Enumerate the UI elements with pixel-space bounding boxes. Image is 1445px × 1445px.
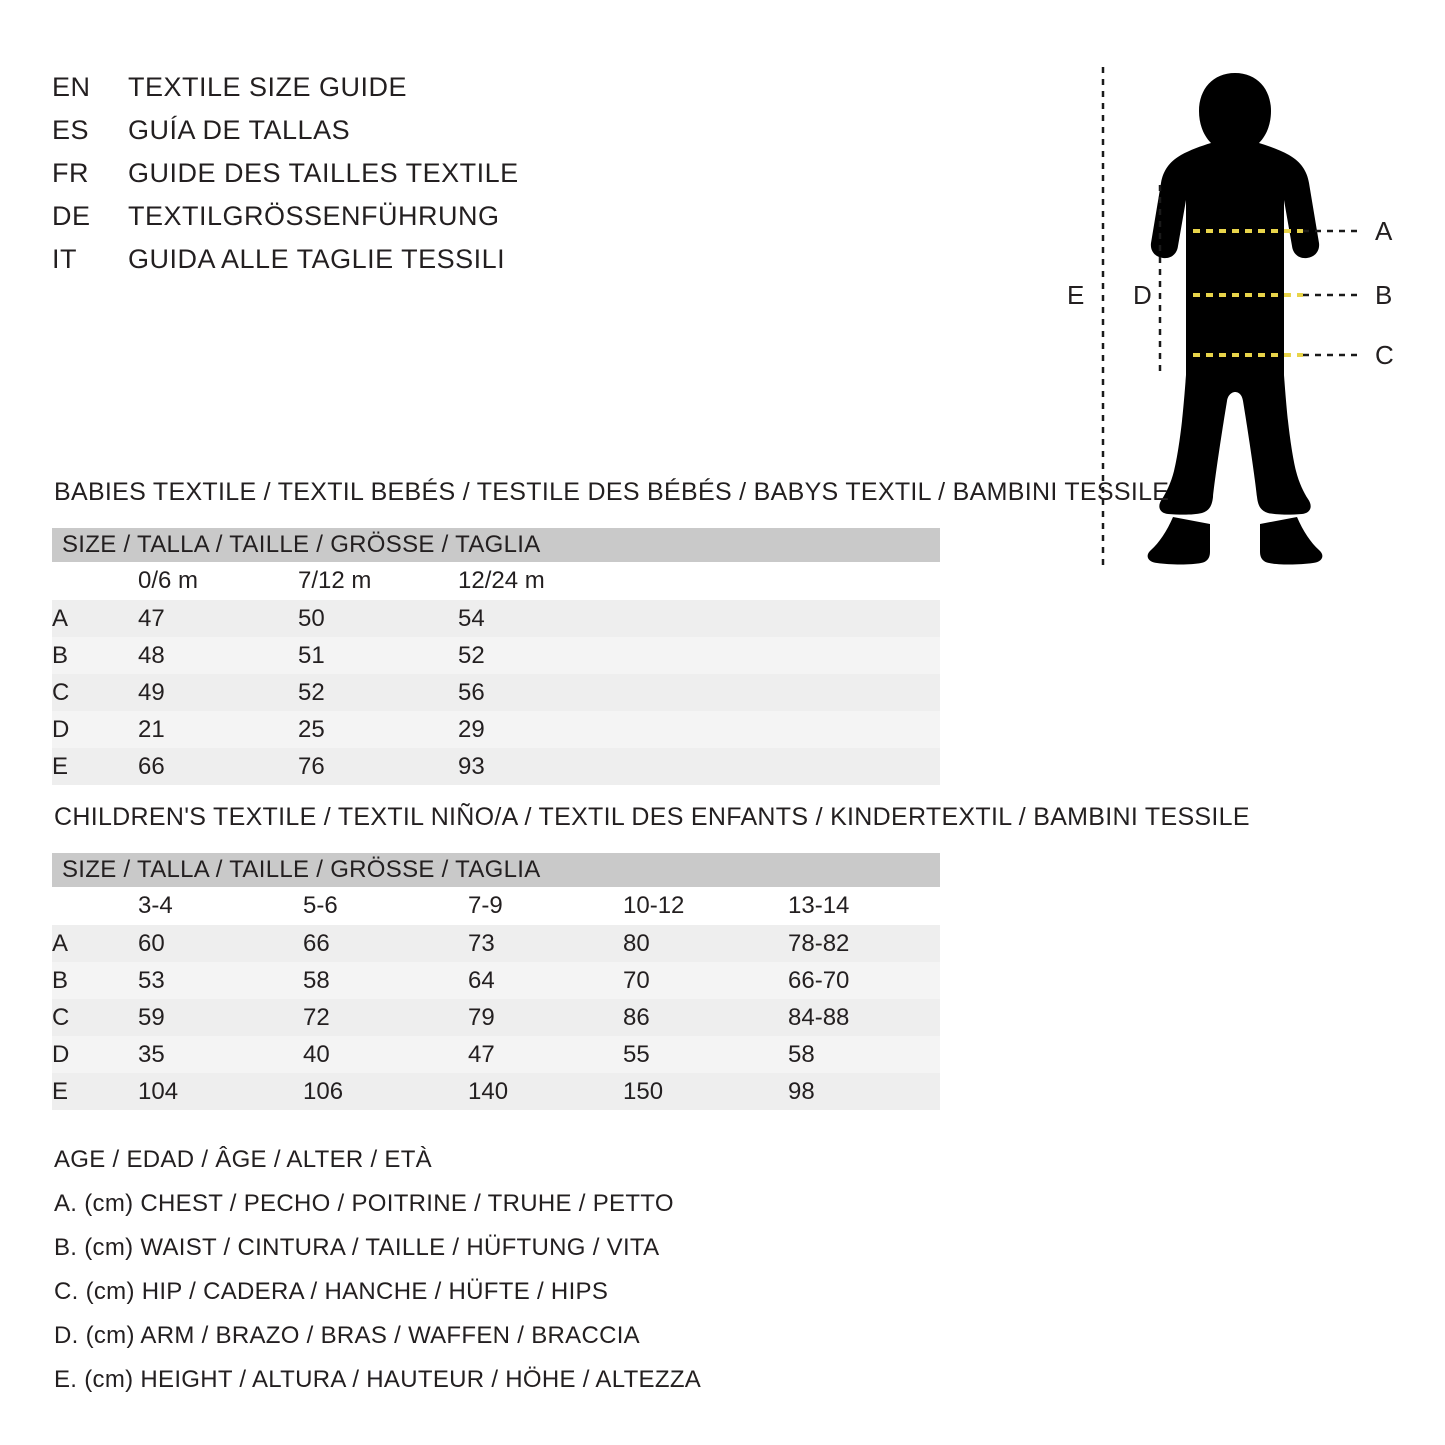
children-cell-e-2: 140 — [468, 1073, 623, 1110]
children-cell-e-0: 104 — [138, 1073, 303, 1110]
legend-line-hip: C. (cm) HIP / CADERA / HANCHE / HÜFTE / HIPS — [54, 1278, 609, 1305]
children-cell-d-2: 47 — [468, 1036, 623, 1073]
babies-column-header-row — [52, 562, 940, 600]
babies-size-table — [52, 528, 940, 785]
language-code-it: IT — [52, 244, 77, 274]
table-row — [52, 674, 940, 711]
children-size-table — [52, 853, 940, 1110]
measurement-legend — [54, 1138, 854, 1402]
children-col-4: 13-14 — [788, 887, 940, 925]
language-code-de: DE — [52, 201, 91, 231]
language-text-en: TEXTILE SIZE GUIDE — [128, 72, 408, 102]
language-code-fr: FR — [52, 158, 89, 188]
children-cell-a-2: 73 — [468, 925, 623, 962]
legend-line-height: E. (cm) HEIGHT / ALTURA / HAUTEUR / HÖHE / ALTEZZA — [54, 1366, 702, 1393]
language-row-es — [52, 115, 672, 158]
legend-line-arm: D. (cm) ARM / BRAZO / BRAS / WAFFEN / BRACCIA — [54, 1322, 640, 1349]
children-col-1: 5-6 — [303, 887, 468, 925]
babies-cell-d-2: 29 — [458, 711, 940, 748]
table-row — [52, 637, 940, 674]
babies-row-label-e: E — [52, 748, 138, 785]
babies-cell-b-0: 48 — [138, 637, 298, 674]
babies-col-2: 12/24 m — [458, 562, 940, 600]
children-cell-c-1: 72 — [303, 999, 468, 1036]
children-cell-a-0: 60 — [138, 925, 303, 962]
children-section-title: CHILDREN'S TEXTILE / TEXTIL NIÑO/A / TEXTIL DES ENFANTS / KINDERTEXTIL / BAMBINI TESSILE — [54, 803, 1250, 831]
children-cell-c-3: 86 — [623, 999, 788, 1036]
child-silhouette-icon — [1148, 73, 1323, 565]
legend-line-chest: A. (cm) CHEST / PECHO / POITRINE / TRUHE / PETTO — [54, 1190, 674, 1217]
children-cell-d-4: 58 — [788, 1036, 940, 1073]
children-cell-e-1: 106 — [303, 1073, 468, 1110]
babies-cell-e-1: 76 — [298, 748, 458, 785]
children-cell-b-3: 70 — [623, 962, 788, 999]
language-row-fr — [52, 158, 672, 201]
children-cell-e-3: 150 — [623, 1073, 788, 1110]
figure-label-c: C — [1375, 340, 1394, 370]
children-cell-b-2: 64 — [468, 962, 623, 999]
language-row-de — [52, 201, 672, 244]
children-col-2: 7-9 — [468, 887, 623, 925]
language-text-es: GUÍA DE TALLAS — [128, 115, 351, 145]
children-row-label-c: C — [52, 999, 138, 1036]
figure-label-b: B — [1375, 280, 1393, 310]
babies-cell-a-0: 47 — [138, 600, 298, 637]
babies-cell-e-0: 66 — [138, 748, 298, 785]
children-band-label: SIZE / TALLA / TAILLE / GRÖSSE / TAGLIA — [52, 853, 940, 887]
children-column-header-row — [52, 887, 940, 925]
table-row — [52, 999, 940, 1036]
babies-cell-c-1: 52 — [298, 674, 458, 711]
children-col-0: 3-4 — [138, 887, 303, 925]
children-cell-c-4: 84-88 — [788, 999, 940, 1036]
children-col-3: 10-12 — [623, 887, 788, 925]
table-row — [52, 600, 940, 637]
children-cell-d-0: 35 — [138, 1036, 303, 1073]
children-cell-b-1: 58 — [303, 962, 468, 999]
babies-row-label-b: B — [52, 637, 138, 674]
babies-col-corner — [52, 562, 138, 600]
babies-cell-e-2: 93 — [458, 748, 940, 785]
children-cell-a-4: 78-82 — [788, 925, 940, 962]
language-row-it — [52, 244, 672, 287]
babies-cell-a-2: 54 — [458, 600, 940, 637]
children-cell-e-4: 98 — [788, 1073, 940, 1110]
babies-cell-b-2: 52 — [458, 637, 940, 674]
babies-cell-c-0: 49 — [138, 674, 298, 711]
figure-label-a: A — [1375, 216, 1393, 246]
language-code-en: EN — [52, 72, 91, 102]
table-row — [52, 1073, 940, 1110]
babies-band-label: SIZE / TALLA / TAILLE / GRÖSSE / TAGLIA — [52, 528, 940, 562]
babies-cell-c-2: 56 — [458, 674, 940, 711]
children-cell-a-1: 66 — [303, 925, 468, 962]
language-text-de: TEXTILGRÖSSENFÜHRUNG — [128, 201, 500, 231]
legend-line-age: AGE / EDAD / ÂGE / ALTER / ETÀ — [54, 1146, 432, 1173]
children-cell-c-0: 59 — [138, 999, 303, 1036]
children-cell-d-1: 40 — [303, 1036, 468, 1073]
table-row — [52, 1036, 940, 1073]
language-code-es: ES — [52, 115, 90, 145]
language-text-fr: GUIDE DES TAILLES TEXTILE — [128, 158, 519, 188]
children-cell-b-4: 66-70 — [788, 962, 940, 999]
language-text-it: GUIDA ALLE TAGLIE TESSILI — [128, 244, 506, 274]
children-row-label-e: E — [52, 1073, 138, 1110]
babies-row-label-d: D — [52, 711, 138, 748]
babies-section-title: BABIES TEXTILE / TEXTIL BEBÉS / TESTILE DES BÉBÉS / BABYS TEXTIL / BAMBINI TESSILE — [54, 478, 1170, 506]
children-cell-a-3: 80 — [623, 925, 788, 962]
babies-cell-d-0: 21 — [138, 711, 298, 748]
children-row-label-b: B — [52, 962, 138, 999]
table-row — [52, 711, 940, 748]
babies-row-label-c: C — [52, 674, 138, 711]
figure-label-e: E — [1067, 280, 1085, 310]
children-row-label-d: D — [52, 1036, 138, 1073]
babies-cell-b-1: 51 — [298, 637, 458, 674]
babies-col-1: 7/12 m — [298, 562, 458, 600]
table-row — [52, 925, 940, 962]
figure-label-d: D — [1133, 280, 1152, 310]
children-cell-d-3: 55 — [623, 1036, 788, 1073]
legend-line-waist: B. (cm) WAIST / CINTURA / TAILLE / HÜFTUNG / VITA — [54, 1234, 660, 1261]
babies-cell-d-1: 25 — [298, 711, 458, 748]
language-title-block — [52, 72, 672, 287]
children-col-corner — [52, 887, 138, 925]
table-row — [52, 748, 940, 785]
babies-row-label-a: A — [52, 600, 138, 637]
language-row-en — [52, 72, 672, 115]
children-row-label-a: A — [52, 925, 138, 962]
babies-col-0: 0/6 m — [138, 562, 298, 600]
babies-cell-a-1: 50 — [298, 600, 458, 637]
babies-table-band — [52, 528, 940, 562]
children-cell-c-2: 79 — [468, 999, 623, 1036]
children-table-band — [52, 853, 940, 887]
table-row — [52, 962, 940, 999]
children-cell-b-0: 53 — [138, 962, 303, 999]
